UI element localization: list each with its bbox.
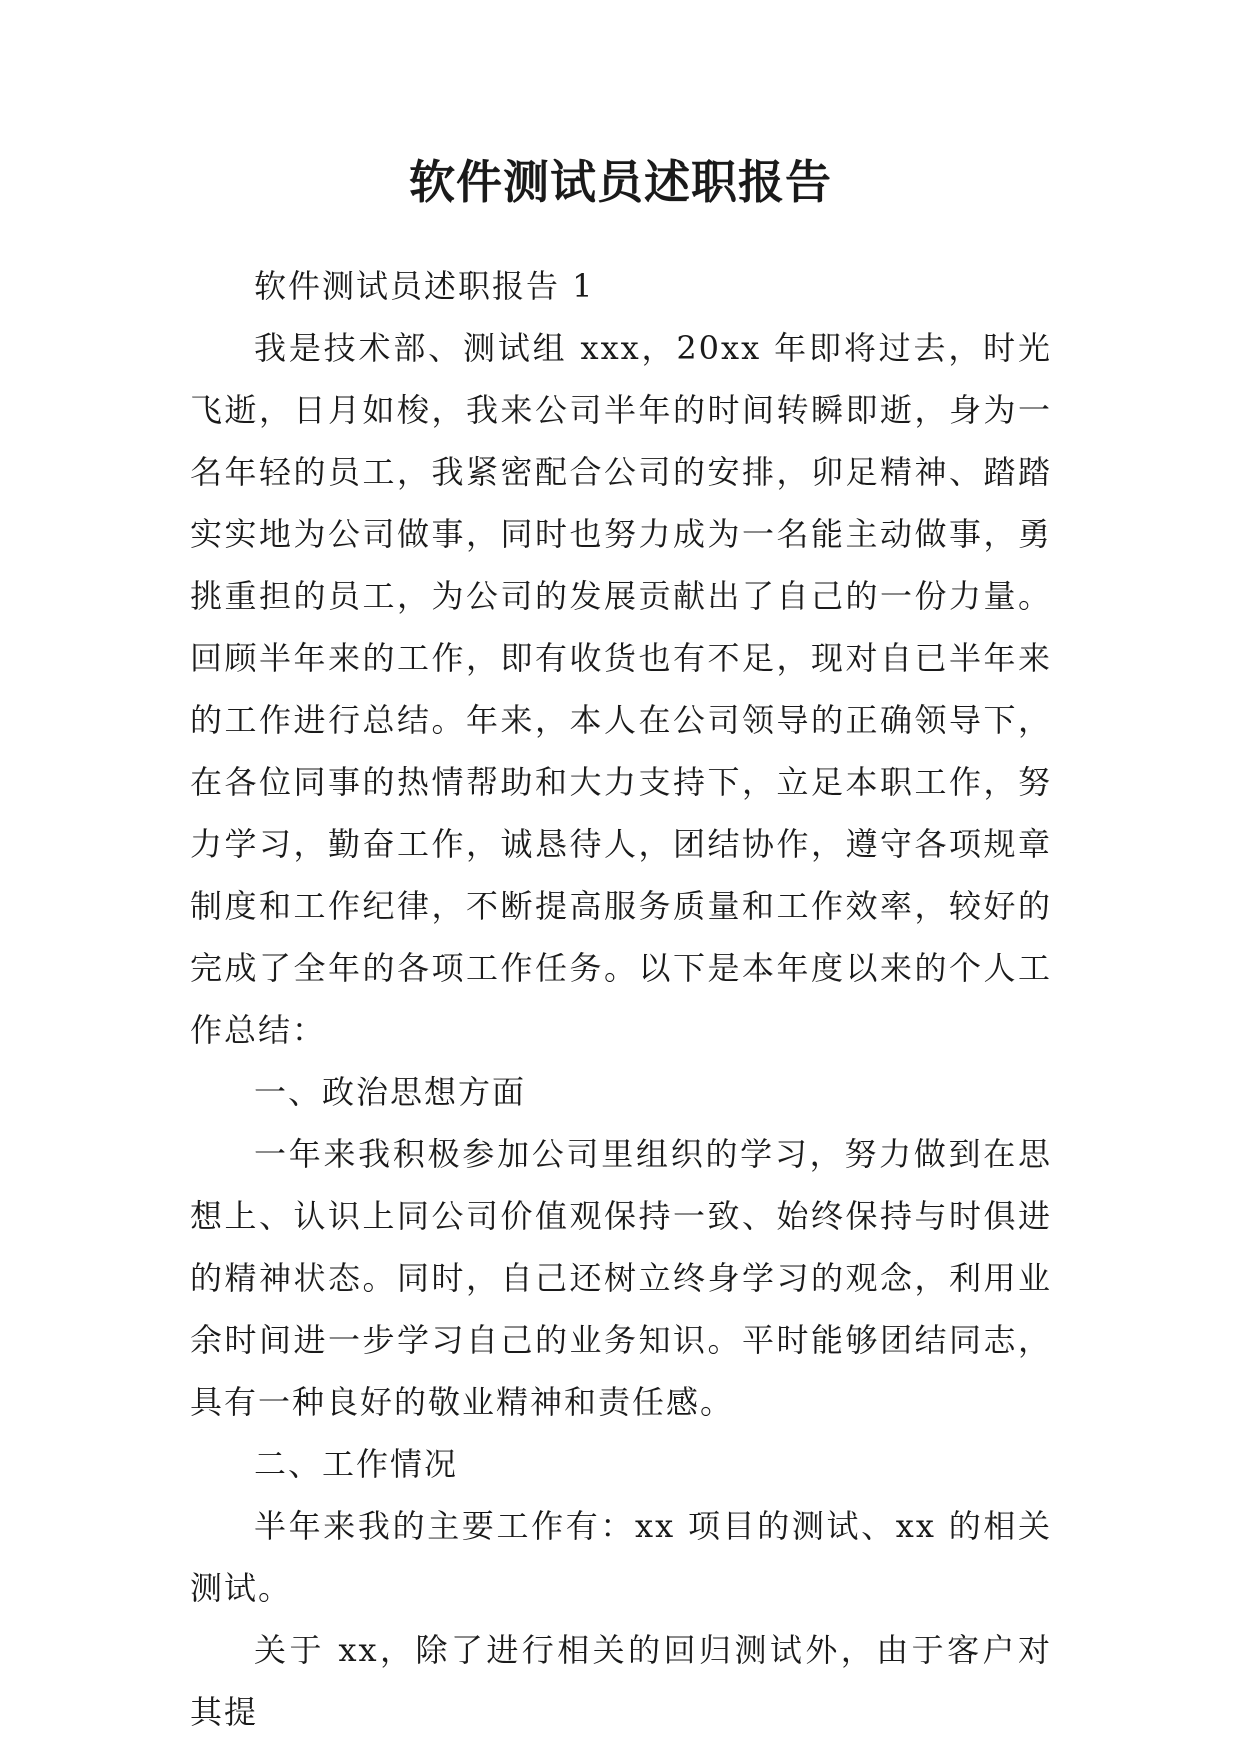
paragraph-xx-testing: 关于 xx，除了进行相关的回归测试外，由于客户对其提: [190, 1631, 1052, 1731]
document-body: [190, 255, 1052, 1743]
paragraph-subtitle: 软件测试员述职报告 1: [254, 267, 595, 305]
section-heading-political: 一、政治思想方面: [254, 1073, 527, 1111]
paragraph-political: 一年来我积极参加公司里组织的学习，努力做到在思想上、认识上同公司价值观保持一致、始终保持与时俱进的精神状态。同时，自己还树立终身学习的观念，利用业余时间进一步学习自己的业务知识。平时能够团结同志，具有一种良好的敬业精神和责任感。: [190, 1135, 1052, 1421]
document-title: 软件测试员述职报告: [409, 155, 832, 209]
paragraph-main-work: 半年来我的主要工作有：xx 项目的测试、xx 的相关测试。: [190, 1507, 1052, 1607]
paragraph-introduction: 我是技术部、测试组 xxx，20xx 年即将过去，时光飞逝，日月如梭，我来公司半年的时间转瞬即逝，身为一名年轻的员工，我紧密配合公司的安排，卯足精神、踏踏实实地为公司做事，同时也努力成为一名能主动做事，勇挑重担的员工，为公司的发展贡献出了自己的一份力量。回顾半年来的工作，即有收货也有不足，现对自已半年来的工作进行总结。年来，本人在公司领导的正确领导下，在各位同事的热情帮助和大力支持下，立足本职工作，努力学习，勤奋工作，诚恳待人，团结协作，遵守各项规章制度和工作纪律，不断提高服务质量和工作效率，较好的完成了全年的各项工作任务。以下是本年度以来的个人工作总结：: [190, 329, 1052, 1049]
section-heading-work: 二、工作情况: [254, 1445, 459, 1483]
